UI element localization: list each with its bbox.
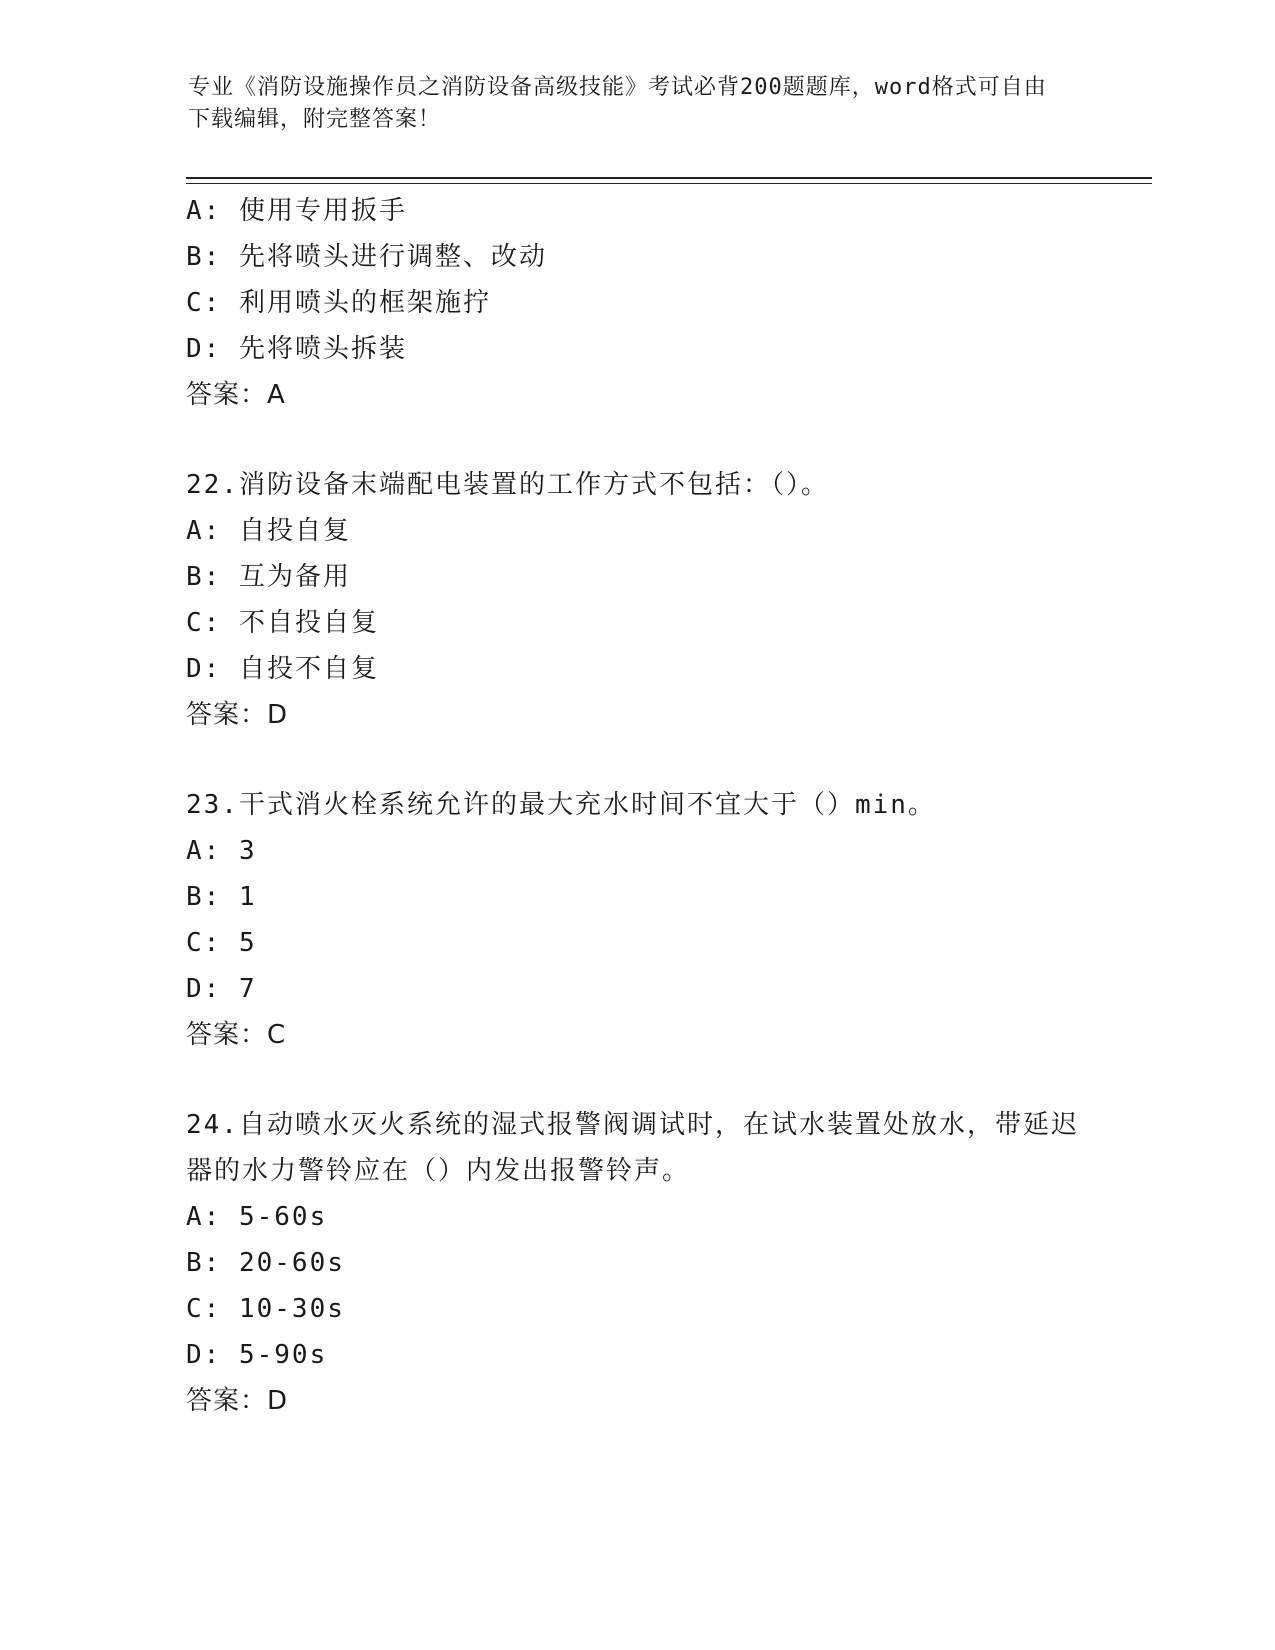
option-d: D: 7 xyxy=(186,974,257,1004)
document-content xyxy=(186,188,1106,1424)
question-text: 22.消防设备末端配电装置的工作方式不包括：（）。 xyxy=(186,470,829,500)
header-divider-thick xyxy=(186,177,1152,179)
option-a: A: 使用专用扳手 xyxy=(186,196,407,226)
question-21-continuation xyxy=(186,188,1106,418)
spacer xyxy=(186,1058,1106,1102)
option-c: C: 利用喷头的框架施拧 xyxy=(186,288,491,318)
option-c: C: 不自投自复 xyxy=(186,608,379,638)
answer-label: 答案：D xyxy=(186,700,289,730)
option-d: D: 5-90s xyxy=(186,1340,328,1370)
option-d: D: 先将喷头拆装 xyxy=(186,334,407,364)
answer-label: 答案：A xyxy=(186,380,286,410)
option-a: A: 3 xyxy=(186,836,257,866)
document-header: 专业《消防设施操作员之消防设备高级技能》考试必背200题题库，word格式可自由下载编辑，附完整答案！ xyxy=(188,75,1047,132)
option-b: B: 1 xyxy=(186,882,257,912)
question-text: 24.自动喷水灭火系统的湿式报警阀调试时，在试水装置处放水，带延迟器的水力警铃应在（）内发出报警铃声。 xyxy=(186,1110,1079,1186)
option-b: B: 先将喷头进行调整、改动 xyxy=(186,242,547,272)
answer-label: 答案：C xyxy=(186,1020,287,1050)
option-c: C: 5 xyxy=(186,928,257,958)
question-22 xyxy=(186,462,1106,738)
option-a: A: 5-60s xyxy=(186,1202,328,1232)
question-text: 23.干式消火栓系统允许的最大充水时间不宜大于（）min。 xyxy=(186,790,936,820)
answer-label: 答案：D xyxy=(186,1386,289,1416)
spacer xyxy=(186,418,1106,462)
option-a: A: 自投自复 xyxy=(186,516,351,546)
question-23 xyxy=(186,782,1106,1058)
header-divider-thin xyxy=(186,183,1152,184)
spacer xyxy=(186,738,1106,782)
option-b: B: 互为备用 xyxy=(186,562,351,592)
option-c: C: 10-30s xyxy=(186,1294,345,1324)
question-24 xyxy=(186,1102,1106,1424)
option-b: B: 20-60s xyxy=(186,1248,345,1278)
option-d: D: 自投不自复 xyxy=(186,654,379,684)
